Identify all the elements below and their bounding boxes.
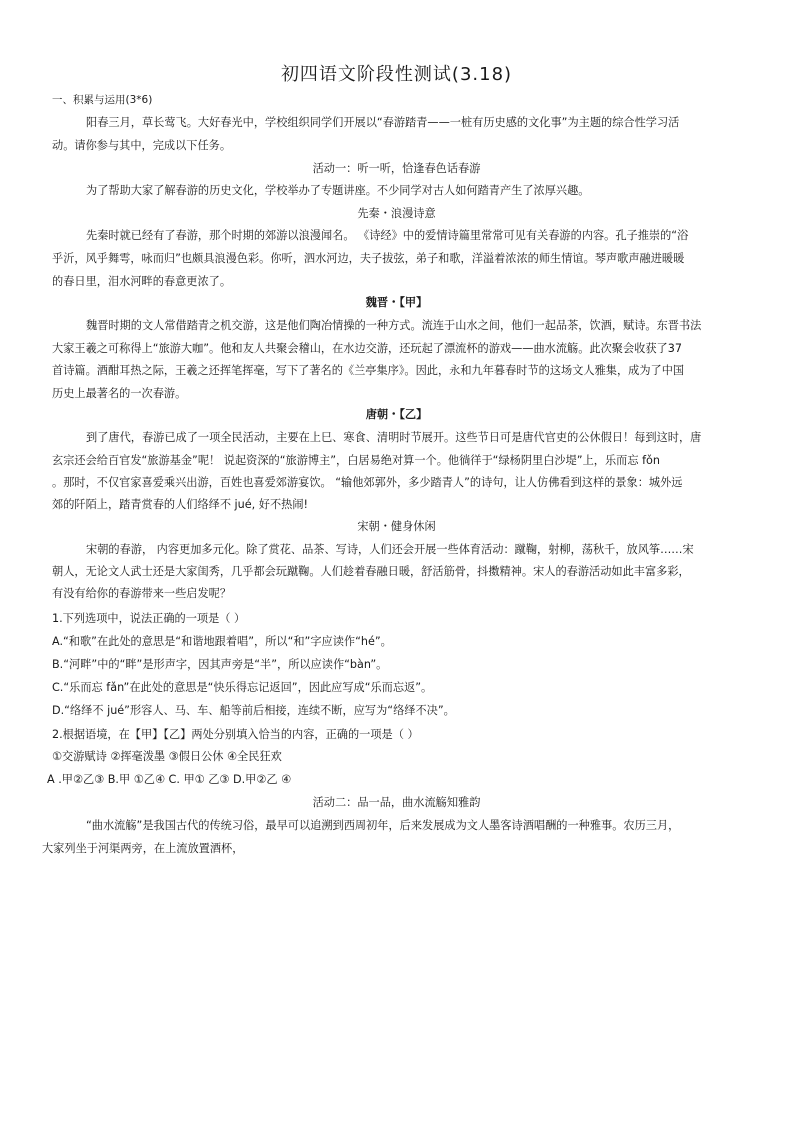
activity1-intro: 为了帮助大家了解春游的历史文化，学校举办了专题讲座。不少同学对古人如何踏青产生了浓厚兴趣。 [86,184,590,197]
paragraph-line: 大家王羲之可称得上“旅游大咖”。他和友人共聚会稽山，在水边交游，还玩起了漂流杯的游戏——曲水流觞。此次聚会收获了37 [52,342,682,355]
subheading-xianqin: 先秦・浪漫诗意 [357,207,436,220]
question-1-stem: 1.下列选项中，说法正确的一项是（ ） [52,612,246,625]
question-1-option-d: D.“络绎不 jué”形容人、马、车、船等前后相接，连续不断，应写为“络绎不决”。 [52,704,455,717]
subheading-song: 宋朝・健身休闲 [357,520,436,533]
subheading-weijin: 魏晋・【甲】 [365,296,428,309]
question-1-option-a: A.“和歌”在此处的意思是“和谐地跟着唱”，所以“和”字应读作“hé”。 [52,635,392,648]
question-1-option-b: B.“河畔”中的“畔”是形声字，因其声旁是“半”，所以应读作“bàn”。 [52,658,388,671]
question-2-items: ①交游赋诗 ②挥毫泼墨 ③假日公休 ④全民狂欢 [52,750,282,763]
section-heading: 一、积累与运用(3*6) [52,94,153,106]
question-1-option-c: C.“乐而忘 fǎn”在此处的意思是“快乐得忘记返回”，因此应写成“乐而忘返”。 [52,681,433,694]
activity2-line: “曲水流觞”是我国古代的传统习俗，最早可以追溯到西周初年，后来发展成为文人墨客诗酒唱酬的一种雅事。农历三月， [86,819,680,832]
page-title: 初四语文阶段性测试(3.18) [280,64,513,85]
paragraph-line: 魏晋时期的文人常借踏青之机交游，这是他们陶冶情操的一种方式。流连于山水之间，他们一起品茶，饮酒，赋诗。东晋书法 [86,319,702,332]
activity2-line: 大家列坐于河渠两旁，在上流放置酒杯， [42,842,244,855]
paragraph-line: 的春日里，泪水河畔的春意更浓了。 [52,275,232,288]
question-2-stem: 2.根据语境，在【甲】【乙】两处分别填入恰当的内容，正确的一项是（ ） [52,728,419,741]
paragraph-line: 首诗篇。酒酣耳热之际，王羲之还挥笔挥毫，写下了著名的《兰亭集序》。因此，永和九年暮春时节的这场文人雅集，成为了中国 [52,364,685,377]
paragraph-line: 。那时，不仅官家喜爱乘兴出游，百姓也喜爱郊游宴饮。 “输他郊郭外，多少踏青人”的诗句，让人仿佛看到这样的景象：城外远 [52,476,683,489]
activity2-heading: 活动二：品一品，曲水流觞知雅韵 [312,796,481,809]
paragraph-line: 有没有给你的春游带来一些启发呢？ [52,587,232,600]
subheading-tang: 唐朝・【乙】 [365,408,428,421]
paragraph-line: 朝人，无论文人武士还是大家闺秀，几乎都会玩蹴鞠。人们趁着春融日暖，舒活筋骨，抖擞精神。宋人的春游活动如此丰富多彩， [52,565,690,578]
paragraph-line: 乎沂，风乎舞雩，咏而归”也颇具浪漫色彩。你听，泗水河边，夫子拔弦，弟子和歌，洋溢着浓浓的师生情谊。琴声歌声融进暖暖 [52,252,685,265]
activity1-heading: 活动一：听一听，恰逢春色话春游 [312,162,481,175]
question-2-options: A .甲②乙③ B.甲 ①乙④ C. 甲① 乙③ D.甲②乙 ④ [47,773,292,786]
paragraph-line: 玄宗还会给百官发“旅游基金”呢！ 说起资深的“旅游博主”，白居易绝对算一个。他徜徉于“绿杨阴里白沙堤”上，乐而忘 fǒn [52,454,660,467]
intro-line: 动。请你参与其中，完成以下任务。 [52,139,232,152]
paragraph-line: 历史上最著名的一次春游。 [52,387,187,400]
paragraph-line: 郊的阡陌上，踏青赏春的人们络绎不 jué, 好不热闹! [52,498,308,511]
intro-line: 阳春三月，草长莺飞。大好春光中，学校组织同学们开展以“春游踏青——一桩有历史感的文化事”为主题的综合性学习活 [86,116,680,129]
paragraph-line: 宋朝的春游， 内容更加多元化。除了赏花、品茶、写诗，人们还会开展一些体育活动：蹴鞠，射柳，荡秋千，放风筝……宋 [86,543,694,556]
paragraph-line: 先秦时就已经有了春游，那个时期的郊游以浪漫闻名。 《诗经》中的爱情诗篇里常常可见有关春游的内容。孔子推崇的“浴 [86,229,689,242]
paragraph-line: 到了唐代，春游已成了一项全民活动，主要在上巳、寒食、清明时节展开。这些节日可是唐代官吏的公休假日！每到这时，唐 [86,431,702,444]
